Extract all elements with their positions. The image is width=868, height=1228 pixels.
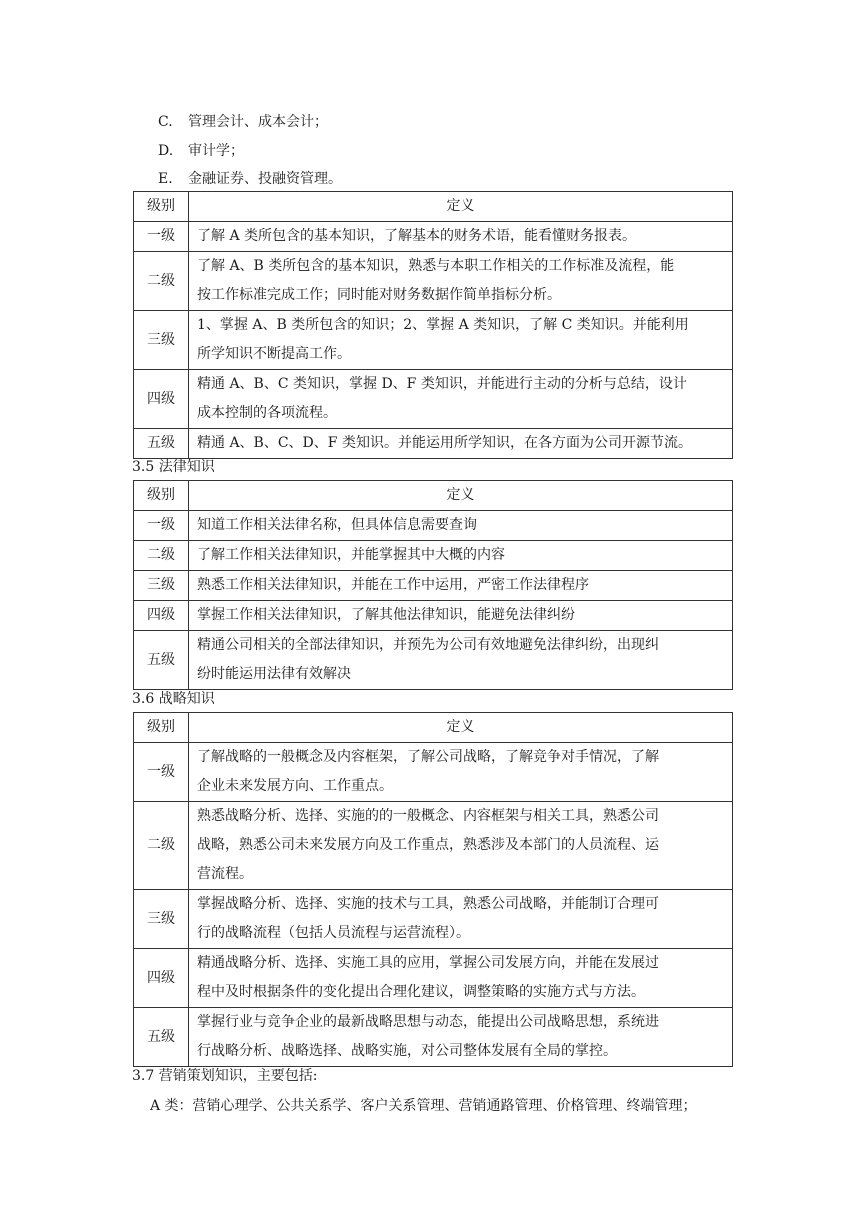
definition-cell: 精通战略分析、选择、实施工具的应用，掌握公司发展方向，并能在发展过 程中及时根据条件的变化提出合理化建议，调整策略的实施方式与方法。 xyxy=(189,949,733,1008)
level-cell: 五级 xyxy=(134,631,189,690)
marketing-category-a: A 类：营销心理学、公共关系学、客户关系管理、营销通路管理、价格管理、终端管理； xyxy=(150,1098,697,1114)
level-cell: 四级 xyxy=(134,949,189,1008)
table-row xyxy=(134,949,733,1008)
header-level: 级别 xyxy=(134,713,189,743)
definition-cell: 了解工作相关法律知识，并能掌握其中大概的内容 xyxy=(189,541,733,571)
table-row xyxy=(134,743,733,802)
list-text: 审计学； xyxy=(188,143,244,159)
header-level: 级别 xyxy=(134,481,189,511)
level-cell: 一级 xyxy=(134,511,189,541)
level-cell: 五级 xyxy=(134,429,189,459)
level-cell: 一级 xyxy=(134,743,189,802)
list-text: 金融证券、投融资管理。 xyxy=(188,171,342,187)
list-item xyxy=(158,112,328,132)
section-heading-law: 3.5 法律知识 xyxy=(132,459,215,475)
level-cell: 四级 xyxy=(134,370,189,429)
level-cell: 二级 xyxy=(134,541,189,571)
table-header-row xyxy=(134,192,733,222)
law-level-table xyxy=(133,480,733,690)
table-row xyxy=(134,541,733,571)
table-row xyxy=(134,1008,733,1067)
table-row xyxy=(134,222,733,252)
level-cell: 四级 xyxy=(134,601,189,631)
table-row xyxy=(134,311,733,370)
definition-cell: 精通 A、B、C、D、F 类知识。并能运用所学知识，在各方面为公司开源节流。 xyxy=(189,429,733,459)
finance-level-table xyxy=(133,191,733,459)
table-row xyxy=(134,252,733,311)
table-row xyxy=(134,631,733,690)
header-level: 级别 xyxy=(134,192,189,222)
table-row xyxy=(134,890,733,949)
level-cell: 三级 xyxy=(134,571,189,601)
strategy-level-table xyxy=(133,712,733,1067)
level-cell: 三级 xyxy=(134,890,189,949)
list-text: 管理会计、成本会计； xyxy=(188,114,328,130)
definition-cell: 1、掌握 A、B 类所包含的知识；2、掌握 A 类知识，了解 C 类知识。并能利用 所学知识不断提高工作。 xyxy=(189,311,733,370)
definition-cell: 知道工作相关法律名称，但具体信息需要查询 xyxy=(189,511,733,541)
list-letter: D. xyxy=(158,143,174,159)
list-letter: E. xyxy=(158,171,173,187)
table-row xyxy=(134,429,733,459)
definition-cell: 了解战略的一般概念及内容框架，了解公司战略，了解竞争对手情况，了解 企业未来发展方向、工作重点。 xyxy=(189,743,733,802)
definition-cell: 熟悉工作相关法律知识，并能在工作中运用，严密工作法律程序 xyxy=(189,571,733,601)
definition-cell: 熟悉战略分析、选择、实施的的一般概念、内容框架与相关工具，熟悉公司 战略，熟悉公司未来发展方向及工作重点，熟悉涉及本部门的人员流程、运 营流程。 xyxy=(189,802,733,890)
level-cell: 三级 xyxy=(134,311,189,370)
table-header-row xyxy=(134,481,733,511)
list-letter: C. xyxy=(158,114,173,130)
definition-cell: 掌握战略分析、选择、实施的技术与工具，熟悉公司战略，并能制订合理可 行的战略流程（包括人员流程与运营流程）。 xyxy=(189,890,733,949)
definition-cell: 精通公司相关的全部法律知识，并预先为公司有效地避免法律纠纷，出现纠 纷时能运用法律有效解决 xyxy=(189,631,733,690)
table-row xyxy=(134,370,733,429)
level-cell: 二级 xyxy=(134,802,189,890)
level-cell: 一级 xyxy=(134,222,189,252)
table-row xyxy=(134,802,733,890)
definition-cell: 掌握工作相关法律知识，了解其他法律知识，能避免法律纠纷 xyxy=(189,601,733,631)
definition-cell: 了解 A、B 类所包含的基本知识，熟悉与本职工作相关的工作标准及流程，能 按工作标准完成工作；同时能对财务数据作简单指标分析。 xyxy=(189,252,733,311)
table-header-row xyxy=(134,713,733,743)
header-definition: 定义 xyxy=(189,192,733,222)
section-heading-strategy: 3.6 战略知识 xyxy=(132,691,215,707)
definition-cell: 掌握行业与竞争企业的最新战略思想与动态，能提出公司战略思想，系统进 行战略分析、战略选择、战略实施，对公司整体发展有全局的掌控。 xyxy=(189,1008,733,1067)
table-row xyxy=(134,571,733,601)
header-definition: 定义 xyxy=(189,713,733,743)
list-item xyxy=(158,169,342,189)
level-cell: 五级 xyxy=(134,1008,189,1067)
header-definition: 定义 xyxy=(189,481,733,511)
table-row xyxy=(134,601,733,631)
level-cell: 二级 xyxy=(134,252,189,311)
definition-cell: 了解 A 类所包含的基本知识，了解基本的财务术语，能看懂财务报表。 xyxy=(189,222,733,252)
list-item xyxy=(158,141,244,161)
definition-cell: 精通 A、B、C 类知识，掌握 D、F 类知识，并能进行主动的分析与总结，设计 成本控制的各项流程。 xyxy=(189,370,733,429)
table-row xyxy=(134,511,733,541)
section-heading-marketing: 3.7 营销策划知识，主要包括: xyxy=(132,1068,318,1084)
